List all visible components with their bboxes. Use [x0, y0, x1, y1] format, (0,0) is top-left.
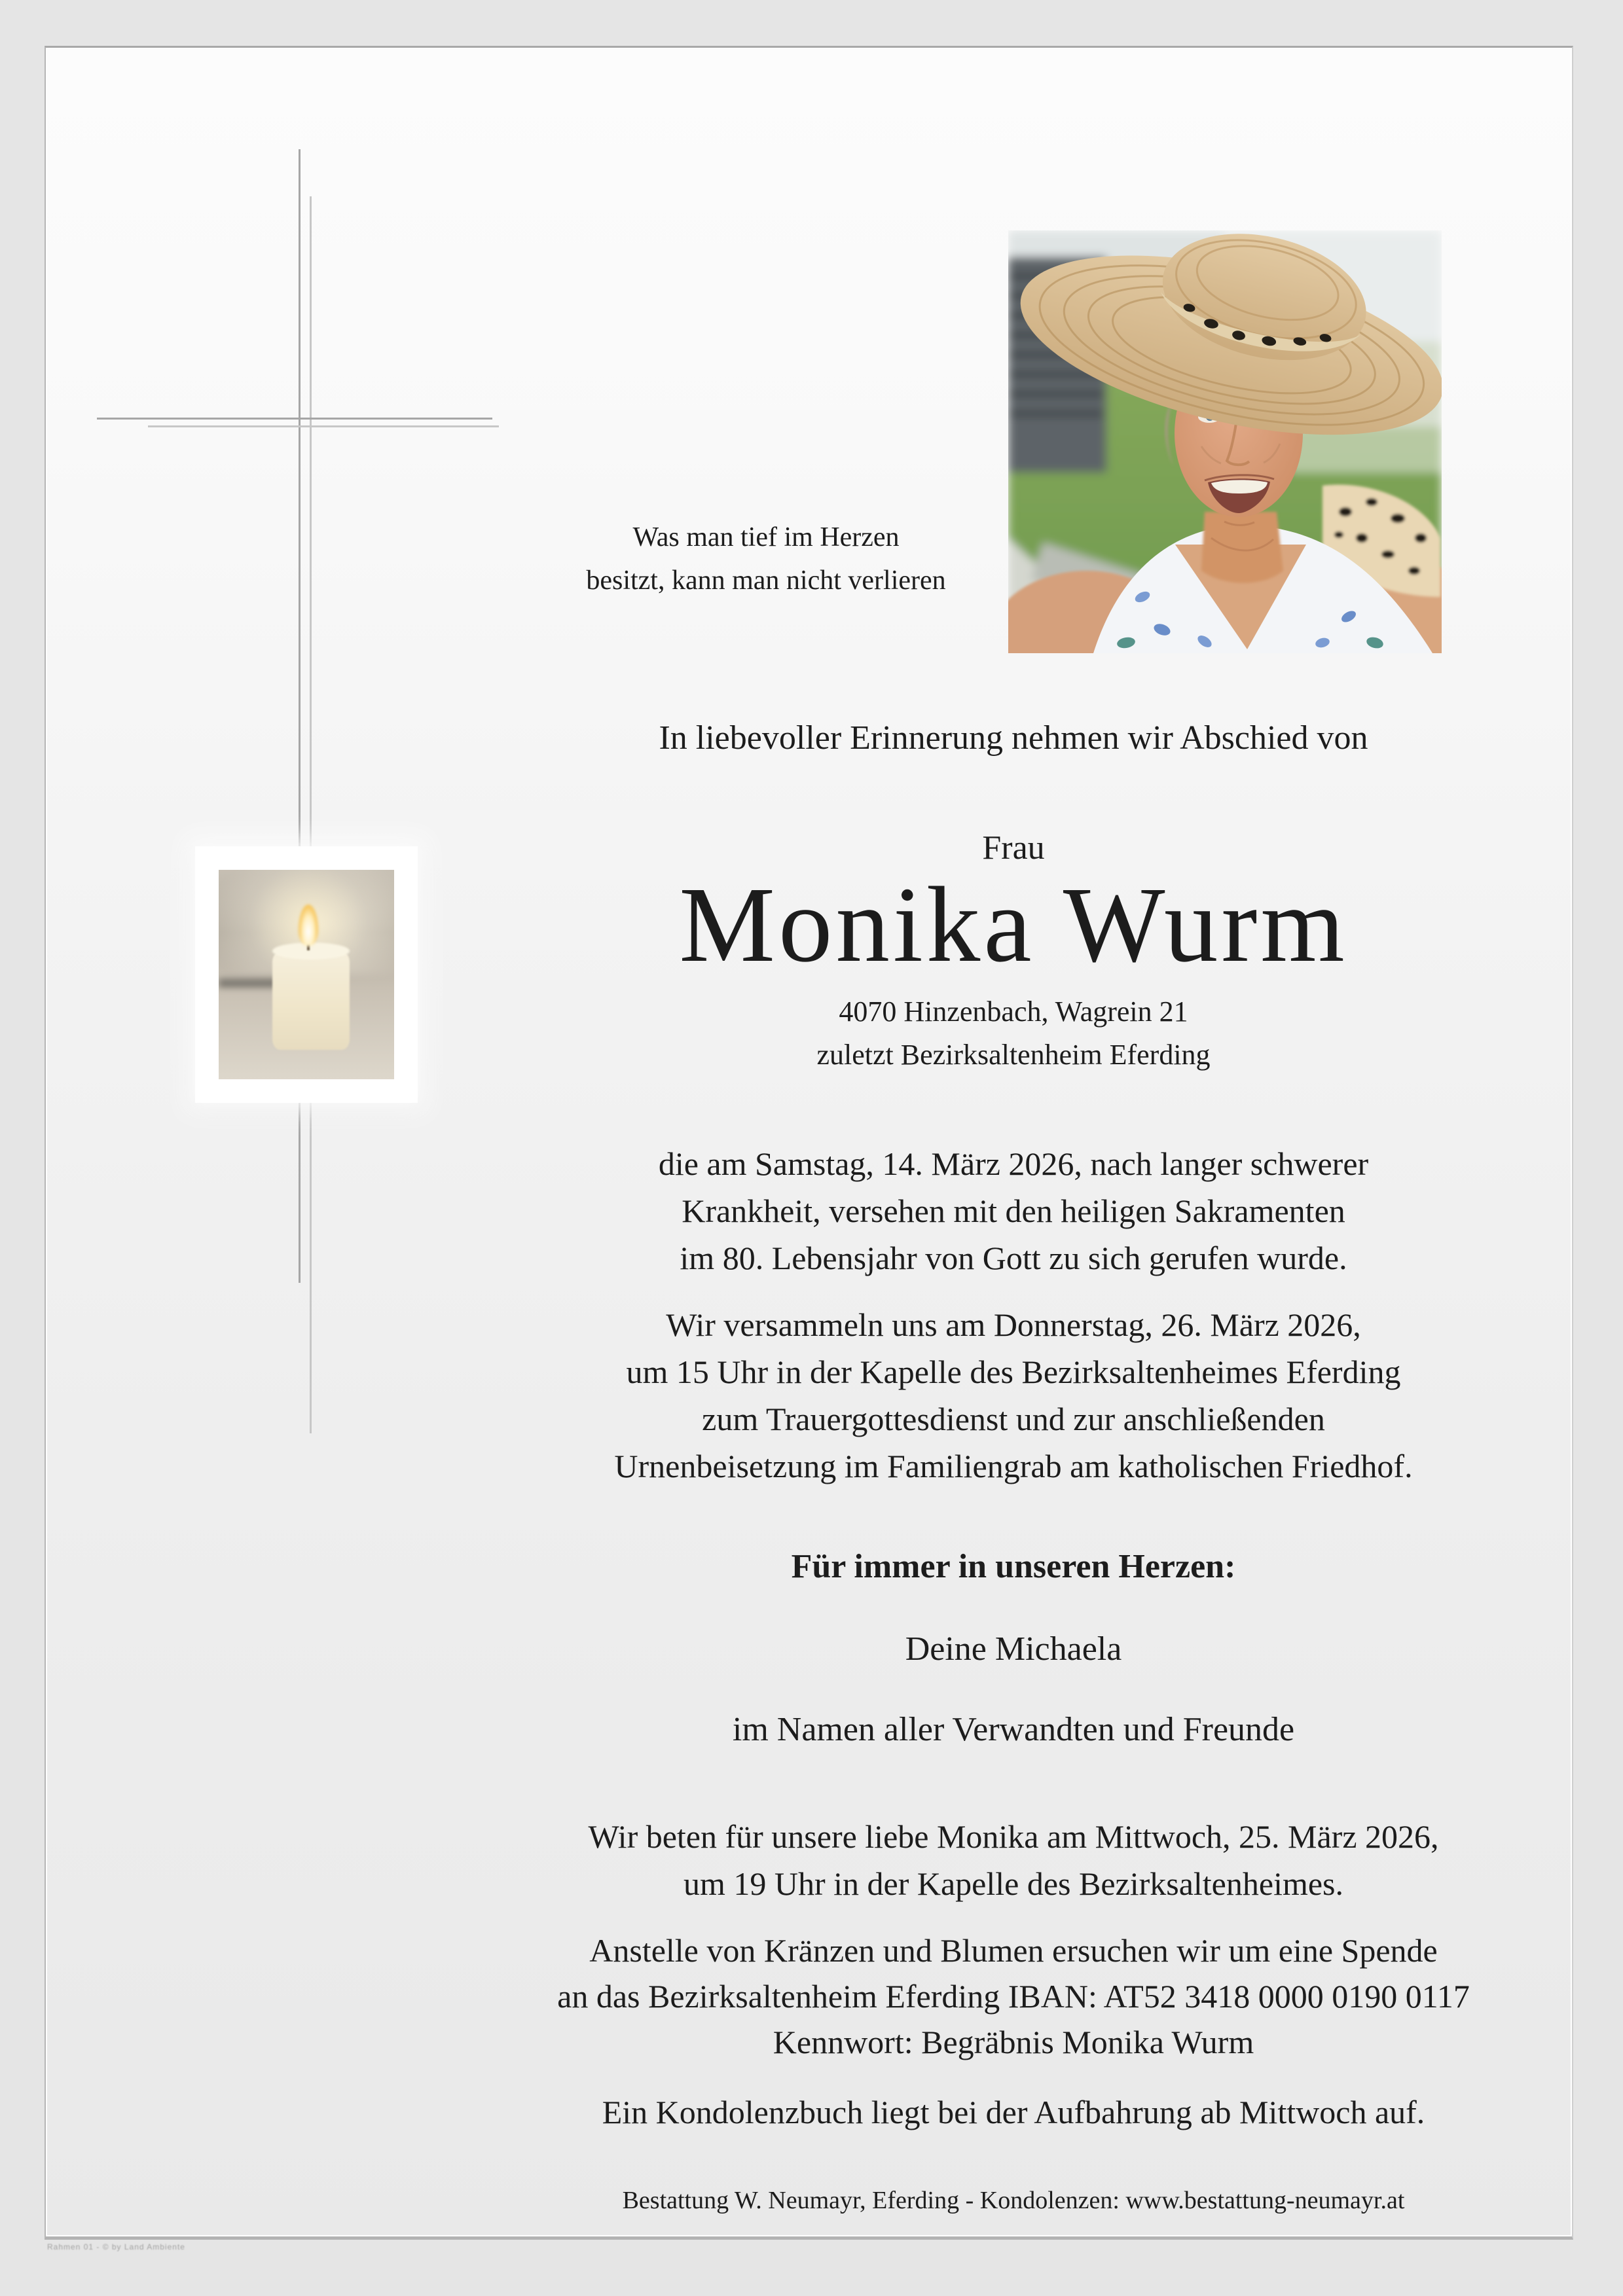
donation-notice-line: an das Bezirksaltenheim Eferding IBAN: AT52 3418 0000 0190 0117 — [557, 1978, 1470, 2015]
prayer-notice-line: um 19 Uhr in der Kapelle des Bezirksaltenheimes. — [683, 1865, 1344, 1902]
funeral-notice-line: Urnenbeisetzung im Familiengrab am katholischen Friedhof. — [614, 1448, 1413, 1484]
candle-photo — [219, 870, 394, 1079]
deceased-last-residence: zuletzt Bezirksaltenheim Eferding — [816, 1039, 1211, 1071]
text-column — [458, 0, 1569, 2296]
cross-horizontal-line — [97, 418, 492, 420]
salutation: Frau — [982, 829, 1045, 867]
intro-line: In liebevoller Erinnerung nehmen wir Abschied von — [659, 719, 1368, 757]
funeral-notice-line: um 15 Uhr in der Kapelle des Bezirksaltenheimes Eferding — [626, 1354, 1401, 1390]
death-notice-line: die am Samstag, 14. März 2026, nach langer schwerer — [658, 1145, 1369, 1182]
mourner-name: Deine Michaela — [905, 1630, 1122, 1668]
cross-vertical-line-shadow — [310, 196, 312, 1433]
deceased-address: 4070 Hinzenbach, Wagrein 21 — [839, 996, 1188, 1028]
quote-line-1: Was man tief im Herzen — [632, 522, 900, 552]
death-notice-line: Krankheit, versehen mit den heiligen Sakramenten — [682, 1193, 1345, 1229]
donation-notice-line: Kennwort: Begräbnis Monika Wurm — [773, 2024, 1254, 2060]
prayer-notice-line: Wir beten für unsere liebe Monika am Mittwoch, 25. März 2026, — [588, 1818, 1439, 1855]
candle-body — [272, 952, 350, 1050]
death-notice-line: im 80. Lebensjahr von Gott zu sich gerufen wurde. — [680, 1240, 1347, 1276]
cross-horizontal-line-shadow — [148, 425, 499, 427]
funeral-home-footer: Bestattung W. Neumayr, Eferding - Kondolenzen: www.bestattung-neumayr.at — [622, 2187, 1405, 2214]
candle-photo-frame — [195, 846, 418, 1103]
donation-notice-line: Anstelle von Kränzen und Blumen ersuchen wir um eine Spende — [589, 1932, 1438, 1969]
deceased-name: Monika Wurm — [679, 865, 1348, 984]
farewell-heading: Für immer in unseren Herzen: — [791, 1548, 1236, 1585]
printer-fine-print: Rahmen 01 - © by Land Ambiente — [47, 2242, 185, 2251]
funeral-notice-line: Wir versammeln uns am Donnerstag, 26. März 2026, — [666, 1306, 1361, 1343]
cross-vertical-line — [299, 149, 301, 1283]
mourner-on-behalf: im Namen aller Verwandten und Freunde — [732, 1711, 1295, 1748]
funeral-notice-line: zum Trauergottesdienst und zur anschließenden — [702, 1401, 1325, 1437]
quote-line-2: besitzt, kann man nicht verlieren — [586, 565, 946, 596]
condolence-book-note: Ein Kondolenzbuch liegt bei der Aufbahrung ab Mittwoch auf. — [602, 2094, 1425, 2130]
